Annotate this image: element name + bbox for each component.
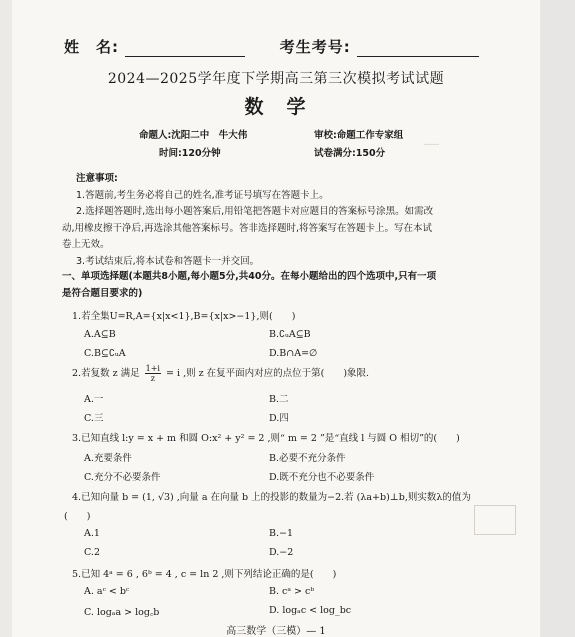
question-2-option-c: C.三 bbox=[84, 413, 104, 424]
question-3-option-d: D.既不充分也不必要条件 bbox=[269, 472, 375, 483]
time-info: 时间:120分钟 bbox=[159, 148, 221, 159]
notice-item: 动,用橡皮擦干净后,再选涂其他答案标号。答非选择题时,将答案写在答题卡上。写在本试 bbox=[62, 222, 433, 234]
exam-title: 2024—2025学年度下学期高三第三次模拟考试试题 bbox=[107, 71, 445, 87]
question-4-option-b: B.−1 bbox=[269, 528, 294, 539]
section-heading bbox=[62, 268, 436, 302]
bleed-through-box bbox=[474, 505, 516, 535]
question-3-option-a: A.充要条件 bbox=[84, 453, 132, 464]
question-4-stem: 4.已知向量 b = (1, √3) ,向量 a 在向量 b 上的投影的数量为−2.若 (λa+b)⊥b,则实数λ的值为 bbox=[72, 492, 471, 503]
bleed-through-text: ----- bbox=[424, 140, 440, 150]
question-3-stem: 3.已知直线 l:y = x + m 和圆 O:x² + y² = 2 ,则“ m = 2 ”是“直线 l 与圆 O 相切”的( ) bbox=[72, 433, 460, 444]
question-3-option-c: C.充分不必要条件 bbox=[84, 472, 161, 483]
notice-item: 卷上无效。 bbox=[62, 239, 110, 250]
question-5-option-d: D. logₐc < log_bc bbox=[269, 605, 352, 616]
candidate-info-row bbox=[64, 36, 479, 57]
question-2-option-a: A.一 bbox=[84, 394, 104, 405]
question-3-option-b: B.必要不充分条件 bbox=[269, 453, 346, 464]
question-1-option-d: D.B∩A=∅ bbox=[269, 348, 318, 359]
exam-number-blank bbox=[357, 40, 479, 57]
fraction-denominator: z bbox=[150, 374, 155, 383]
question-2-stem-text: 2.若复数 z 满足 bbox=[72, 368, 140, 379]
question-5-option-c: C. logₐa > log꜀b bbox=[84, 607, 160, 618]
question-1-option-c: C.B⊆∁ᵤA bbox=[84, 348, 126, 359]
notice-item: 1.答题前,考生务必将自己的姓名,准考证号填写在答题卡上。 bbox=[76, 189, 329, 201]
question-2-option-b: B.二 bbox=[269, 394, 289, 405]
question-1-option-a: A.A⊆B bbox=[84, 329, 116, 340]
notice-section bbox=[62, 171, 434, 270]
question-2-option-d: D.四 bbox=[269, 413, 289, 424]
fraction-numerator: 1+i bbox=[145, 364, 160, 373]
section-heading-line: 一、单项选择题(本题共8小题,每小题5分,共40分。在每小题给出的四个选项中,只有一项 bbox=[62, 271, 437, 282]
fraction bbox=[145, 364, 161, 383]
notice-heading: 注意事项: bbox=[76, 173, 118, 184]
score-info: 试卷满分:150分 bbox=[314, 148, 386, 159]
subject-title: 数 学 bbox=[244, 96, 308, 118]
name-label: 姓 名: bbox=[64, 38, 119, 56]
name-blank bbox=[125, 40, 245, 57]
question-1-stem: 1.若全集U=R,A={x|x<1},B={x|x>−1},则( ) bbox=[72, 311, 296, 322]
question-1-option-b: B.∁ᵤA⊆B bbox=[269, 329, 311, 340]
notice-item: 2.选择题答题时,选出每小题答案后,用铅笔把答题卡对应题目的答案标号涂黑。如需改 bbox=[76, 206, 434, 217]
question-5-option-b: B. cᵃ > cᵇ bbox=[269, 586, 315, 597]
question-2-stem bbox=[72, 364, 369, 383]
question-5-stem: 5.已知 4ᵃ = 6 , 6ᵇ = 4 , c = ln 2 ,则下列结论正确的是( ) bbox=[72, 569, 337, 580]
question-4-stem-cont: ( ) bbox=[64, 511, 91, 522]
question-2-stem-text: = i ,则 z 在复平面内对应的点位于第( )象限. bbox=[166, 368, 370, 379]
viewer-background bbox=[541, 0, 575, 637]
exam-number-label: 考生考号: bbox=[279, 38, 351, 56]
section-heading-line: 是符合题目要求的) bbox=[62, 288, 143, 299]
question-4-option-a: A.1 bbox=[84, 528, 100, 539]
reviewer-info: 审校:命题工作专家组 bbox=[314, 130, 404, 141]
page-footer: 高三数学（三模）— 1 bbox=[226, 626, 326, 637]
exam-page bbox=[12, 0, 540, 637]
question-5-option-a: A. aᶜ < bᶜ bbox=[84, 586, 130, 597]
author-info: 命题人:沈阳二中 牛大伟 bbox=[139, 130, 248, 141]
notice-item: 3.考试结束后,将本试卷和答题卡一并交回。 bbox=[76, 255, 260, 267]
question-4-option-d: D.−2 bbox=[269, 547, 294, 558]
question-4-option-c: C.2 bbox=[84, 547, 100, 558]
